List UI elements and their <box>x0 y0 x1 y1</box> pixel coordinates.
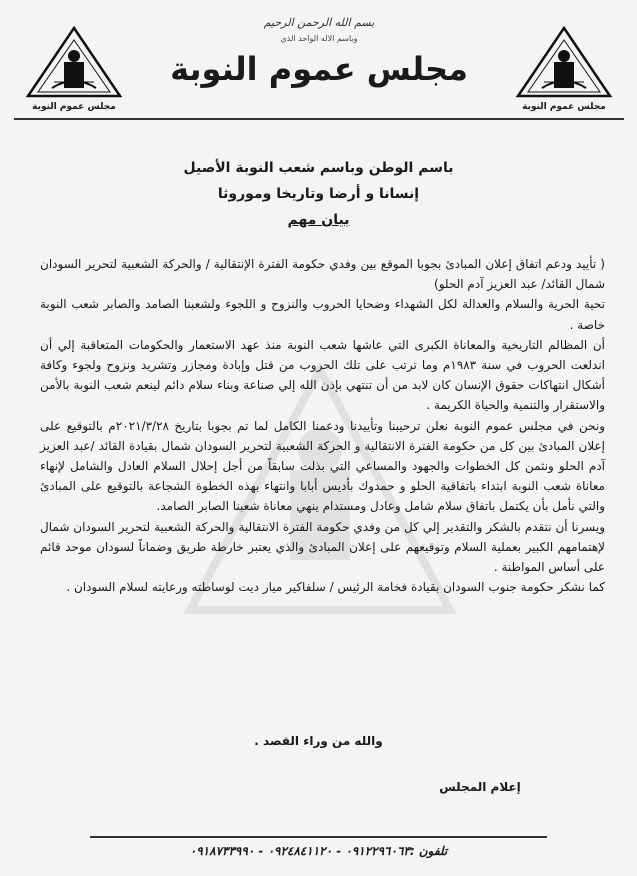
logo-right-caption: مجلس عموم النوبة <box>522 102 606 112</box>
paragraph-history: أن المظالم التاريخية والمعاناة الكبرى التي عاشها شعب النوبة منذ عهد الاستعمار والحكومات المتعاقبة إلي أن اندلعت الحروب في سنة ١٩٨٣م وما ترتب على تلك الحروب من قتل وإبادة ومجازر وتشريد ونزوح ولجوء وكافة أشكال انتهاكات حقوق الإنسان كان لابد من أن تنتهي بإذن الله إلي صناعة وبناء سلام دائم لينعم شعب النوبة بالأمن والاستقرار والتنمية والحياة الكريمة . <box>40 337 605 413</box>
title-line-1: باسم الوطن وباسم شعب النوبة الأصيل <box>183 160 454 176</box>
header-subtitle: وباسم الاله الواحد الذي <box>280 34 358 43</box>
footer-phones: تلفون :٠٩١٢٢٩٦٠٦٣ - ٠٩٢٤٨٤١١٢٠ - ٠٩١٨٧٣٣٩٩٠ <box>189 844 448 858</box>
footer <box>90 836 547 872</box>
paragraph-thanks: ويسرنا أن نتقدم بالشكر والتقدير إلي كل من وفدي حكومة الفترة الانتقالية والحركة الشعبية لتحرير السودان شمال لإهتمامهم الكبير بعملية السلام وتوقيعهم على إعلان المبادئ والذي يعتبر خارطة طريق وضماناً لسودان موحد قائم على أساس المواطنة . <box>40 519 605 575</box>
pyramid-logo-icon <box>514 26 614 100</box>
title-line-2: إنسانا و أرضا وتاريخا وموروثا <box>217 186 420 202</box>
paragraph-south-sudan: كما نشكر حكومة جنوب السودان بقيادة فخامة الرئيس / سلفاكير ميار ديت لوساطته ورعايته لسلام السودان . <box>66 580 605 595</box>
signature: إعلام المجلس <box>439 780 521 794</box>
statement-body <box>40 254 605 597</box>
logo-left-caption: مجلس عموم النوبة <box>32 102 116 112</box>
council-logo-right <box>514 26 614 112</box>
paragraph-support: ونحن في مجلس عموم النوبة نعلن ترحيبنا وتأييدنا ودعمنا الكامل لما تم بجوبا بتاريخ ٢٠٢١/٣/٢٨م بالتوقيع على إعلان المبادئ بين كل من حكومة الفترة الانتقالية و الحركة الشعبية لتحرير السودان شمال بقيادة القائد /عبد العزيز آدم الحلو ونثمن كل الخطوات والجهود والمساعي التي بذلت سابقاً من أجل إحلال السلام العادل والشامل لإنهاء معاناة شعب النوبة ابتداء باتفاقية الحلو و حمدوك بأديس أبابا وانتهاء بهذه الخطوة الشجاعة بالتوقيع على المبادئ والتي نأمل بأن يكتمل باتفاق سلام شامل وعادل ومستدام ينهي معاناة شعبنا الصابر الصامد. <box>40 418 605 514</box>
closing-line: والله من وراء القصد . <box>254 734 383 748</box>
paragraph-subject: ( تأييد ودعم اتفاق إعلان المبادئ بجوبا الموقع بين وفدي حكومة الفترة الإنتقالية / والحركة الشعبية لتحرير السودان شمال القائد/ عبد العزيز آدم الحلو) <box>40 257 605 292</box>
council-name: مجلس عموم النوبة <box>170 50 468 88</box>
statement-titles <box>0 160 637 228</box>
paragraph-greeting: تحية الحرية والسلام والعدالة لكل الشهداء وضحايا الحروب والنزوح و اللجوء ولشعبنا الصامد والصابر شعب النوبة خاصة . <box>40 297 605 332</box>
letterhead <box>14 12 624 120</box>
basmala: بسم الله الرحمن الرحيم <box>263 16 375 29</box>
statement-heading: بيان مهم <box>287 212 350 228</box>
